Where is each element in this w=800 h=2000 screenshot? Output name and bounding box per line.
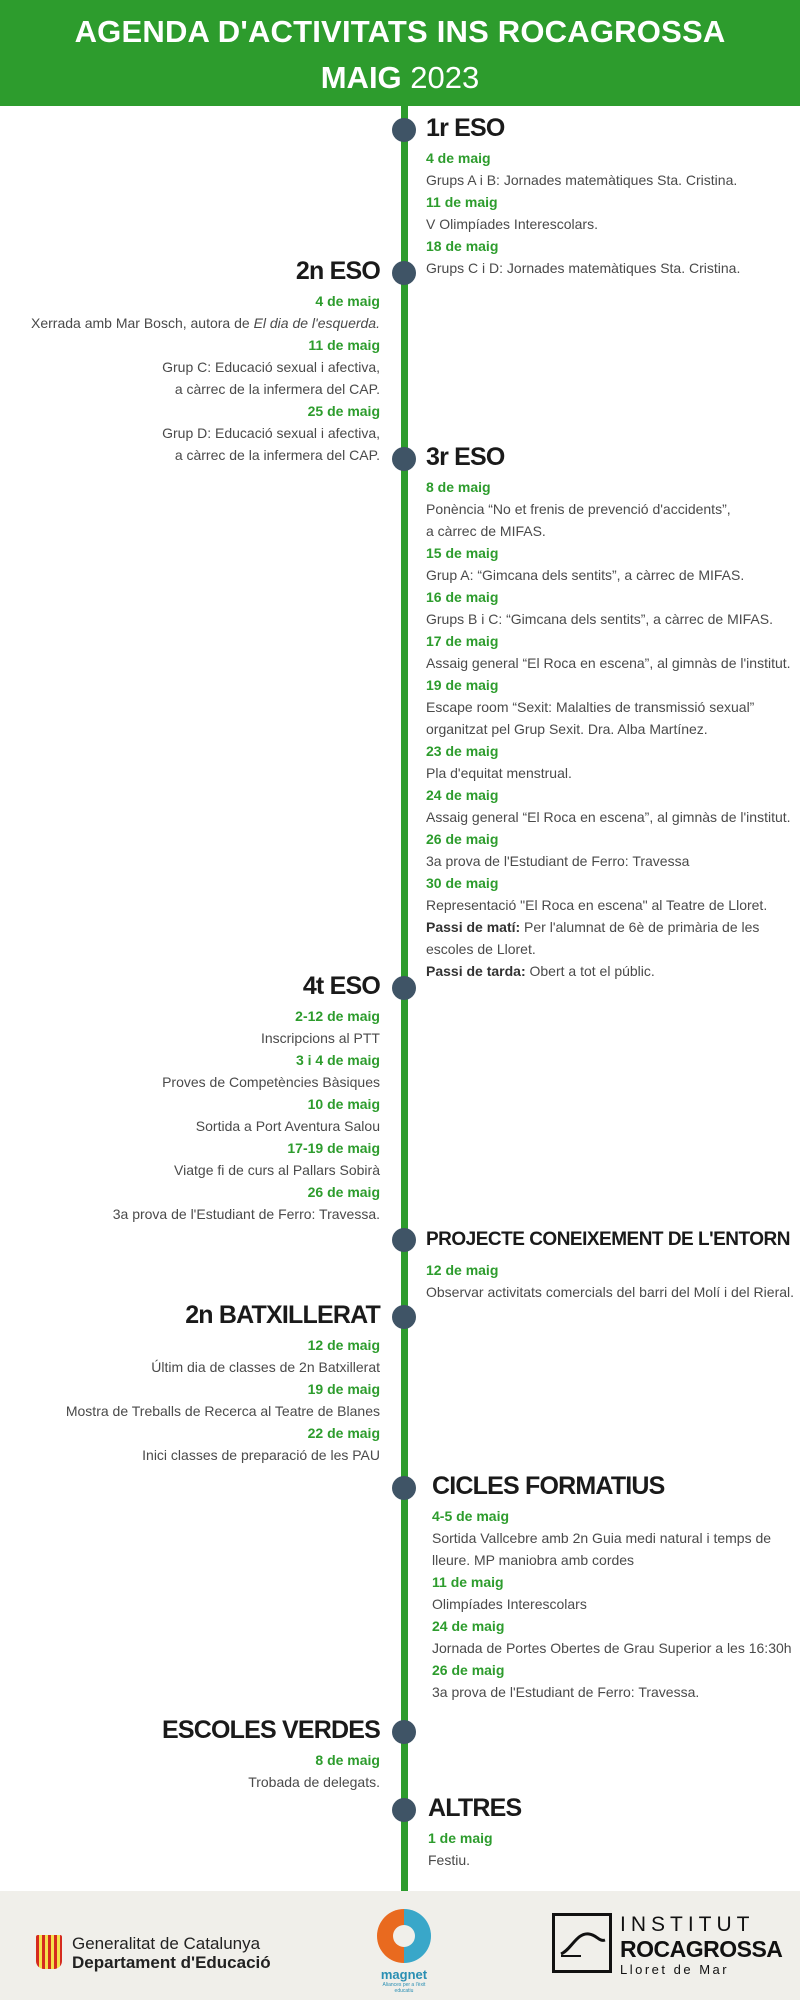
event-date: 26 de maig [307, 1184, 380, 1200]
event-text: Escape room “Sexit: Malalties de transmissió sexual” [426, 699, 755, 715]
event-text: a càrrec de la infermera del CAP. [174, 381, 380, 397]
event-date: 19 de maig [307, 1381, 380, 1397]
section-3r-eso [426, 442, 791, 982]
event-date: 26 de maig [426, 831, 499, 847]
event-date: 11 de maig [426, 194, 498, 210]
timeline-dot-cicles [392, 1476, 416, 1500]
institut-location: Lloret de Mar [620, 1962, 730, 1977]
rock-icon [552, 1913, 612, 1973]
event-text: organitzat pel Grup Sexit. Dra. Alba Martínez. [426, 721, 708, 737]
event-text: a càrrec de la infermera del CAP. [174, 447, 380, 463]
event-text: Observar activitats comercials del barri del Molí i del Rieral. [426, 1284, 795, 1300]
section-title: ESCOLES VERDES [161, 1716, 380, 1744]
event-date: 15 de maig [426, 545, 499, 561]
footer [0, 1891, 800, 2000]
page-title: AGENDA D'ACTIVITATS INS ROCAGROSSA [74, 14, 726, 49]
year-label: 2023 [410, 60, 480, 95]
event-text: Trobada de delegats. [248, 1774, 380, 1790]
event-text: Viatge fi de curs al Pallars Sobirà [174, 1162, 380, 1178]
event-text [31, 312, 380, 334]
event-date: 19 de maig [426, 677, 499, 693]
magnet-logo [376, 1909, 432, 1994]
event-text-part: Xerrada amb Mar Bosch, autora de [31, 315, 254, 331]
event-date: 22 de maig [307, 1425, 380, 1441]
event-date: 12 de maig [307, 1337, 380, 1353]
event-date: 26 de maig [432, 1662, 505, 1678]
event-date: 16 de maig [426, 589, 499, 605]
event-date: 17-19 de maig [287, 1140, 380, 1156]
event-text: lleure. MP maniobra amb cordes [432, 1552, 635, 1568]
timeline-dot-2n-eso [392, 261, 416, 285]
section-2n-batxillerat [66, 1300, 380, 1466]
event-text: Grups A i B: Jornades matemàtiques Sta. Cristina. [426, 172, 738, 188]
event-date: 4 de maig [426, 150, 491, 166]
timeline-dot-4t-eso [392, 976, 416, 1000]
event-text: Sortida a Port Aventura Salou [195, 1118, 380, 1134]
event-text: Últim dia de classes de 2n Batxillerat [151, 1359, 380, 1375]
event-date: 8 de maig [315, 1752, 380, 1768]
event-text: Inscripcions al PTT [260, 1030, 380, 1046]
section-title: 2n ESO [295, 257, 380, 285]
event-date: 25 de maig [307, 403, 380, 419]
institut-label: INSTITUT [620, 1913, 755, 1936]
event-text: Inici classes de preparació de les PAU [142, 1447, 380, 1463]
event-date: 12 de maig [426, 1262, 499, 1278]
event-text: Olimpíades Interescolars [432, 1596, 587, 1612]
event-date: 18 de maig [426, 238, 499, 254]
timeline-dot-3r-eso [392, 447, 416, 471]
event-text: Assaig general “El Roca en escena”, al gimnàs de l'institut. [426, 655, 791, 671]
magnet-icon [377, 1909, 431, 1963]
event-date: 30 de maig [426, 875, 499, 891]
event-text: Jornada de Portes Obertes de Grau Superior a les 16:30h [432, 1640, 792, 1656]
event-date: 23 de maig [426, 743, 499, 759]
catalan-flag-icon [36, 1935, 62, 1969]
event-text: Grup A: “Gimcana dels sentits”, a càrrec de MIFAS. [426, 567, 745, 583]
event-text: Grup C: Educació sexual i afectiva, [162, 359, 380, 375]
event-date: 24 de maig [432, 1618, 505, 1634]
magnet-name: magnet [380, 1967, 428, 1982]
section-2n-eso [31, 256, 380, 466]
section-projecte-entorn [426, 1225, 794, 1303]
department-name: Departament d'Educació [72, 1953, 271, 1972]
event-date: 24 de maig [426, 787, 499, 803]
section-1r-eso [426, 113, 740, 279]
passi-mati-label: Passi de matí: [426, 919, 521, 935]
section-4t-eso [113, 971, 380, 1225]
event-text [426, 916, 791, 938]
event-date: 8 de maig [426, 479, 491, 495]
section-title: 2n BATXILLERAT [185, 1301, 380, 1329]
timeline-dot-escoles-verdes [392, 1720, 416, 1744]
event-text: Grup D: Educació sexual i afectiva, [162, 425, 380, 441]
page-subtitle [0, 60, 800, 96]
event-text: 3a prova de l'Estudiant de Ferro: Travessa. [112, 1206, 380, 1222]
passi-tarda-text: Obert a tot el públic. [525, 963, 655, 979]
event-text: Ponència “No et frenis de prevenció d'accidents”, [426, 501, 731, 517]
gencat-name: Generalitat de Catalunya [72, 1934, 261, 1953]
section-title: 3r ESO [426, 443, 505, 471]
event-text: Mostra de Treballs de Recerca al Teatre de Blanes [65, 1403, 380, 1419]
section-escoles-verdes [162, 1715, 380, 1793]
event-date: 10 de maig [307, 1096, 380, 1112]
section-cicles-formatius [432, 1471, 792, 1703]
section-altres [428, 1793, 521, 1871]
timeline-dot-projecte [392, 1228, 416, 1252]
event-text: Festiu. [428, 1852, 471, 1868]
timeline-dot-batxillerat [392, 1305, 416, 1329]
event-date: 4 de maig [315, 293, 380, 309]
passi-mati-text: Per l'alumnat de 6è de primària de les [520, 919, 760, 935]
event-date: 17 de maig [426, 633, 499, 649]
magnet-tagline: Aliances per a l'èxit educatiu [382, 1982, 426, 1994]
event-text: Representació "El Roca en escena" al Teatre de Lloret. [426, 897, 768, 913]
event-date: 2-12 de maig [295, 1008, 380, 1024]
event-text: a càrrec de MIFAS. [426, 523, 546, 539]
event-text: Grups B i C: “Gimcana dels sentits”, a càrrec de MIFAS. [426, 611, 773, 627]
event-text: Proves de Competències Bàsiques [162, 1074, 380, 1090]
institut-name: ROCAGROSSA [620, 1936, 783, 1962]
timeline-dot-altres [392, 1798, 416, 1822]
event-text: V Olimpíades Interescolars. [426, 216, 598, 232]
section-title: ALTRES [428, 1794, 522, 1822]
section-title: CICLES FORMATIUS [432, 1472, 665, 1500]
event-text: Sortida Vallcebre amb 2n Guia medi natural i temps de [432, 1530, 772, 1546]
event-date: 1 de maig [428, 1830, 493, 1846]
event-text: escoles de Lloret. [426, 941, 536, 957]
event-date: 11 de maig [308, 337, 380, 353]
event-text: 3a prova de l'Estudiant de Ferro: Travessa. [432, 1684, 700, 1700]
event-date: 3 i 4 de maig [295, 1052, 380, 1068]
passi-tarda-label: Passi de tarda: [426, 963, 526, 979]
event-date: 11 de maig [432, 1574, 504, 1590]
page-header [0, 0, 800, 106]
event-date: 4-5 de maig [432, 1508, 510, 1524]
event-text [426, 960, 791, 982]
event-text: Assaig general “El Roca en escena”, al gimnàs de l'institut. [426, 809, 791, 825]
event-text: Pla d'equitat menstrual. [426, 765, 572, 781]
month-label: MAIG [320, 60, 402, 95]
book-title: El dia de l'esquerda. [253, 315, 380, 331]
event-text: Grups C i D: Jornades matemàtiques Sta. Cristina. [426, 260, 741, 276]
section-title: 4t ESO [302, 972, 380, 1000]
event-text: 3a prova de l'Estudiant de Ferro: Travessa [426, 853, 690, 869]
timeline-dot-1r-eso [392, 118, 416, 142]
section-title: 1r ESO [426, 114, 505, 142]
section-title: PROJECTE CONEIXEMENT DE L'ENTORN [426, 1229, 790, 1250]
